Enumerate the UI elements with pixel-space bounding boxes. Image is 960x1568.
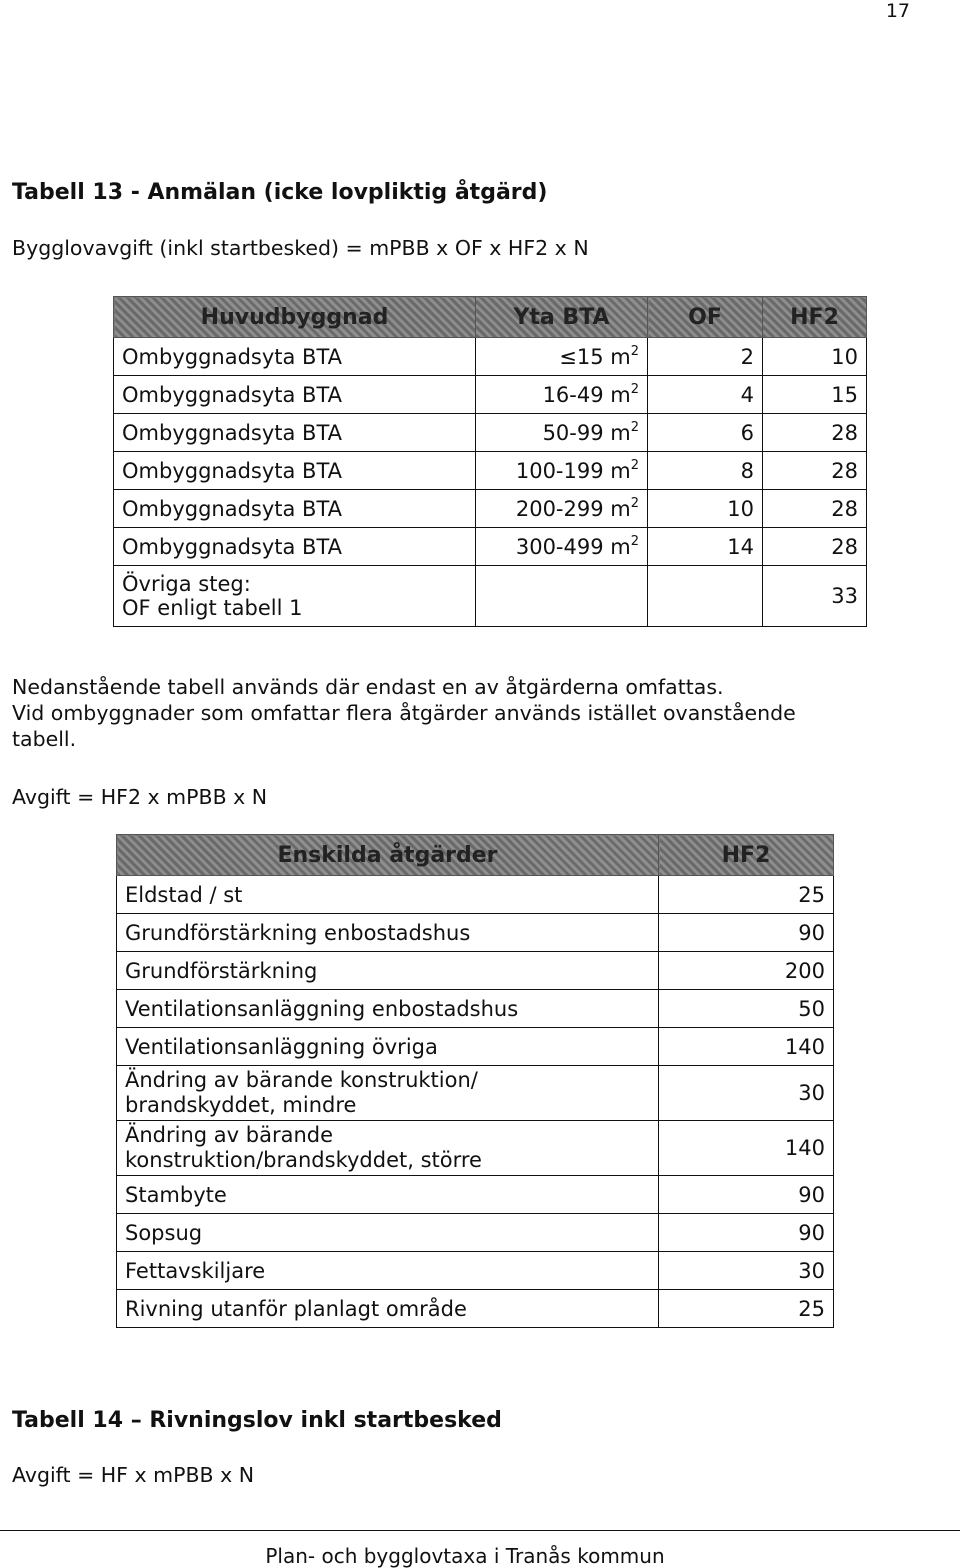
atgard-hf2: 200 xyxy=(659,952,834,990)
atgard-name: Stambyte xyxy=(117,1176,659,1214)
row-yta: 200-299 $m^2$ xyxy=(476,490,648,528)
row-type: Ombyggnadsyta BTA xyxy=(114,376,476,414)
table-enskilda-atgarder xyxy=(116,834,834,1328)
table-row xyxy=(117,876,834,914)
atgard-hf2: 25 xyxy=(659,1290,834,1328)
row-hf2: 28 xyxy=(763,528,867,566)
row-of: 2 xyxy=(648,338,763,376)
table-row xyxy=(117,1066,834,1121)
row-yta: 300-499 $m^2$ xyxy=(476,528,648,566)
header-huvudbyggnad: Huvudbyggnad xyxy=(114,297,476,338)
atgard-name: Ventilationsanläggning övriga xyxy=(117,1028,659,1066)
row-of: 6 xyxy=(648,414,763,452)
row-hf2: 10 xyxy=(763,338,867,376)
row-type: Ombyggnadsyta BTA xyxy=(114,414,476,452)
atgard-hf2: 140 xyxy=(659,1121,834,1176)
atgard-hf2: 25 xyxy=(659,876,834,914)
atgard-hf2: 90 xyxy=(659,1214,834,1252)
atgard-name: Grundförstärkning enbostadshus xyxy=(117,914,659,952)
table-row xyxy=(117,990,834,1028)
table-row xyxy=(117,1290,834,1328)
atgard-name: Rivning utanför planlagt område xyxy=(117,1290,659,1328)
atgard-hf2: 30 xyxy=(659,1066,834,1121)
table13-header-row xyxy=(114,297,867,338)
row-of: 14 xyxy=(648,528,763,566)
atgard-hf2: 90 xyxy=(659,914,834,952)
atgard-hf2: 30 xyxy=(659,1252,834,1290)
table-row xyxy=(117,1121,834,1176)
atgard-hf2: 50 xyxy=(659,990,834,1028)
atgarder-header-row xyxy=(117,835,834,876)
atgard-name: Eldstad / st xyxy=(117,876,659,914)
table-row xyxy=(114,490,867,528)
row-hf2: 28 xyxy=(763,414,867,452)
row-yta: 50-99 $m^2$ xyxy=(476,414,648,452)
row-type: Ombyggnadsyta BTA xyxy=(114,528,476,566)
header-of: OF xyxy=(648,297,763,338)
header-yta-bta: Yta BTA xyxy=(476,297,648,338)
header-hf2: HF2 xyxy=(763,297,867,338)
row-yta: ≤15 $m^2$ xyxy=(476,338,648,376)
row-yta: 16-49 $m^2$ xyxy=(476,376,648,414)
table-row xyxy=(114,452,867,490)
row-of: 8 xyxy=(648,452,763,490)
atgard-hf2: 140 xyxy=(659,1028,834,1066)
table14-formula: Avgift = HF x mPBB x N xyxy=(12,1463,255,1487)
note-text: Nedanstående tabell används där endast en av åtgärderna omfattas. Vid ombyggnader som omfattar flera åtgärder används istället ovanstående tabell. xyxy=(12,675,796,751)
table-row xyxy=(114,566,867,627)
row-other-steps: Övriga steg: OF enligt tabell 1 xyxy=(114,566,476,627)
table-row xyxy=(117,952,834,990)
row-hf2: 33 xyxy=(763,566,867,627)
table-row xyxy=(114,414,867,452)
atgard-name: Ändring av bärande konstruktion/ brandskyddet, mindre xyxy=(117,1066,659,1121)
footer-text: Plan- och bygglovtaxa i Tranås kommun xyxy=(265,1544,665,1568)
table13-heading: Tabell 13 - Anmälan (icke lovpliktig åtgärd) xyxy=(12,180,548,205)
table-row xyxy=(117,1214,834,1252)
atgard-hf2: 90 xyxy=(659,1176,834,1214)
row-type: Ombyggnadsyta BTA xyxy=(114,490,476,528)
row-hf2: 28 xyxy=(763,490,867,528)
avgift-formula: Avgift = HF2 x mPBB x N xyxy=(12,785,268,809)
table14-heading: Tabell 14 – Rivningslov inkl startbesked xyxy=(12,1408,502,1433)
header-enskilda-atgarder: Enskilda åtgärder xyxy=(117,835,659,876)
table-row xyxy=(114,338,867,376)
table-row xyxy=(117,1252,834,1290)
table-row xyxy=(117,1028,834,1066)
row-hf2: 15 xyxy=(763,376,867,414)
atgard-name: Grundförstärkning xyxy=(117,952,659,990)
row-type: Ombyggnadsyta BTA xyxy=(114,338,476,376)
row-hf2: 28 xyxy=(763,452,867,490)
atgard-name: Ändring av bärande konstruktion/brandskyddet, större xyxy=(117,1121,659,1176)
table-row xyxy=(114,376,867,414)
row-yta-empty xyxy=(476,566,648,627)
table-row xyxy=(114,528,867,566)
atgard-name: Ventilationsanläggning enbostadshus xyxy=(117,990,659,1028)
row-of-empty xyxy=(648,566,763,627)
atgard-name: Fettavskiljare xyxy=(117,1252,659,1290)
page-number: 17 xyxy=(885,0,910,22)
atgard-name: Sopsug xyxy=(117,1214,659,1252)
header-hf2: HF2 xyxy=(659,835,834,876)
footer-rule xyxy=(0,1530,960,1531)
row-of: 10 xyxy=(648,490,763,528)
table13-formula: Bygglovavgift (inkl startbesked) = mPBB x OF x HF2 x N xyxy=(12,236,589,260)
table-row xyxy=(117,914,834,952)
table-row xyxy=(117,1176,834,1214)
row-type: Ombyggnadsyta BTA xyxy=(114,452,476,490)
table13 xyxy=(113,296,867,627)
row-yta: 100-199 $m^2$ xyxy=(476,452,648,490)
row-of: 4 xyxy=(648,376,763,414)
